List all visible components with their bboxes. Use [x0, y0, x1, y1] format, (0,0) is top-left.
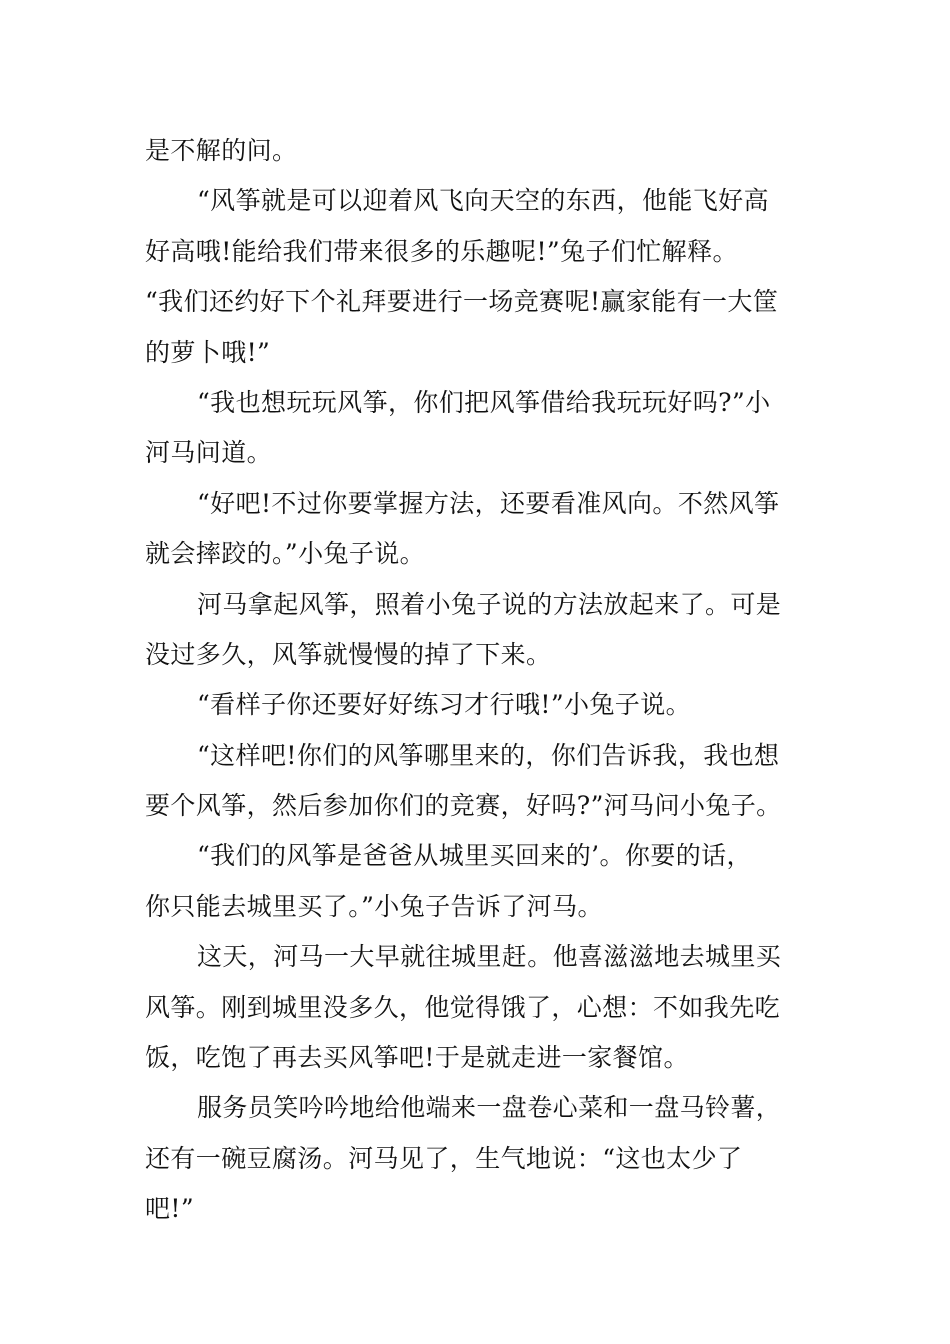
text-line: 要个风筝，然后参加你们的竞赛，好吗?”河马问小兔子。: [145, 791, 782, 821]
text-line: “好吧!不过你要掌握方法，还要看准风向。不然风筝: [197, 488, 780, 518]
text-line: 是不解的问。: [145, 136, 298, 165]
text-line: 还有一碗豆腐汤。河马见了，生气地说：“这也太少了: [145, 1143, 743, 1173]
text-line: 这天，河马一大早就往城里赶。他喜滋滋地去城里买: [197, 942, 782, 972]
text-line: 服务员笑吟吟地给他端来一盘卷心菜和一盘马铃薯，: [197, 1093, 782, 1123]
text-line: 的萝卜哦!”: [145, 337, 271, 367]
text-line: 河马问道。: [145, 438, 273, 468]
body-text: [145, 126, 807, 1235]
text-line: “这样吧!你们的风筝哪里来的，你们告诉我，我也想: [197, 740, 780, 770]
text-line: 吧!”: [145, 1194, 195, 1224]
text-line: 河马拿起风筝，照着小兔子说的方法放起来了。可是: [197, 589, 782, 619]
text-line: “看样子你还要好好练习才行哦!”小兔子说。: [197, 690, 692, 720]
text-line: 好高哦!能给我们带来很多的乐趣呢!”兔子们忙解释。: [145, 236, 738, 266]
text-line: 就会摔跤的。”小兔子说。: [145, 539, 426, 569]
text-line: 你只能去城里买了。”小兔子告诉了河马。: [145, 891, 603, 921]
text-line: “我们的风筝是爸爸从城里买回来的’。你要的话，: [197, 841, 752, 871]
text-line: 饭，吃饱了再去买风筝吧!于是就走进一家餐馆。: [145, 1043, 689, 1073]
text-line: “风筝就是可以迎着风飞向天空的东西，他能飞好高: [197, 186, 769, 216]
text-line: 风筝。刚到城里没多久，他觉得饿了，心想：不如我先吃: [145, 992, 781, 1022]
text-line: “我也想玩玩风筝，你们把风筝借给我玩玩好吗?”小: [197, 387, 771, 417]
text-line: 没过多久，风筝就慢慢的掉了下来。: [145, 639, 552, 669]
text-line: “我们还约好下个礼拜要进行一场竞赛呢!赢家能有一大筐: [145, 287, 779, 317]
